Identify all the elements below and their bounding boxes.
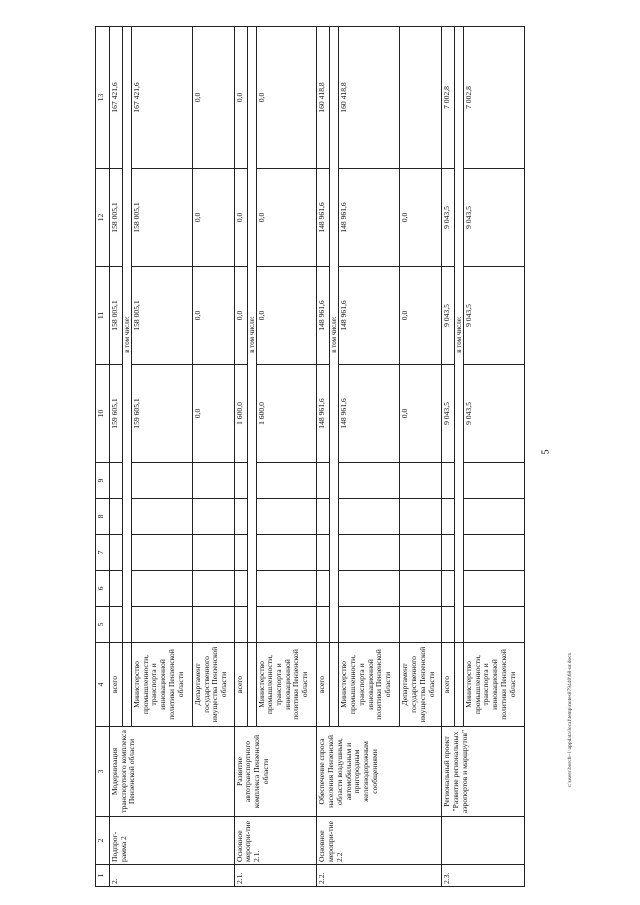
- value-cell: 0,0: [192, 267, 234, 365]
- in-that-number: в том числе:: [247, 27, 256, 643]
- row-name: Модернизация транспортного комплекса Пензенской области: [110, 727, 235, 817]
- col-header: 5: [96, 607, 110, 643]
- value-cell: 0,0: [400, 267, 442, 365]
- value-cell: 0,0: [400, 169, 442, 267]
- value-cell: 167 421,6: [110, 27, 123, 169]
- value-cell: [400, 27, 442, 169]
- executor-label: Департамент государственного имущества Пензенской области: [192, 643, 234, 727]
- table-row: [110, 27, 123, 887]
- value-cell: 1 600,0: [234, 365, 247, 463]
- row-number: 2.: [110, 865, 235, 887]
- table-row: [317, 27, 330, 887]
- value-cell: 158 005,1: [110, 169, 123, 267]
- value-cell: 0,0: [234, 27, 247, 169]
- col-header: 13: [96, 27, 110, 169]
- value-cell: 0,0: [256, 169, 317, 267]
- col-header: 10: [96, 365, 110, 463]
- row-number: 2.3.: [442, 865, 525, 887]
- executor-label: Министерство промышленности, транспорта и инновационной политики Пензенской области: [131, 643, 192, 727]
- col-header: 8: [96, 499, 110, 535]
- col-header: 12: [96, 169, 110, 267]
- executor-label: Министерство промышленности, транспорта и инновационной политики Пензенской области: [256, 643, 317, 727]
- value-cell: 158 005,1: [131, 267, 192, 365]
- value-cell: 148 961,6: [339, 267, 400, 365]
- value-cell: 0,0: [256, 27, 317, 169]
- value-cell: 0,0: [400, 365, 442, 463]
- col-header: 2: [96, 817, 110, 865]
- in-that-number: в том числе:: [330, 27, 339, 643]
- total-label: всего: [442, 643, 455, 727]
- header-row: [96, 27, 110, 887]
- col-header: 9: [96, 463, 110, 499]
- in-that-number: в том числе:: [122, 27, 131, 643]
- file-path: c:\users\borch~1\appdata\local\temp\notes879440\68-ur.docx: [567, 652, 573, 788]
- executor-label: Министерство промышленности, транспорта и инновационной политики Пензенской области: [339, 643, 400, 727]
- table-row: [442, 27, 455, 887]
- value-cell: 7 002,8: [442, 27, 455, 169]
- value-cell: 0,0: [256, 267, 317, 365]
- budget-table: [95, 26, 525, 887]
- row-type: Подпрог-рамма 2: [110, 817, 235, 865]
- row-type: Основное меропри-тие 2.1.: [234, 817, 317, 865]
- row-type: Основное меропри-тие 2.2: [317, 817, 442, 865]
- page-number: 5: [540, 449, 552, 455]
- value-cell: 148 961,6: [317, 267, 330, 365]
- row-name: Региональный проект "Развитие региональных аэропортов и маршрутов": [442, 727, 525, 817]
- row-type: [442, 817, 525, 865]
- in-that-number: в том числе:: [454, 27, 463, 643]
- value-cell: 159 605,1: [110, 365, 123, 463]
- value-cell: 0,0: [192, 27, 234, 169]
- value-cell: 167 421,6: [131, 27, 192, 169]
- rotated-table-container: [95, 27, 525, 887]
- value-cell: 0,0: [234, 169, 247, 267]
- value-cell: 148 961,6: [339, 169, 400, 267]
- row-number: 2.1.: [234, 865, 317, 887]
- value-cell: 9 043,5: [442, 365, 455, 463]
- executor-label: Департамент государственного имущества Пензенской области: [400, 643, 442, 727]
- value-cell: 160 418,8: [339, 27, 400, 169]
- value-cell: 0,0: [192, 169, 234, 267]
- table-row: [234, 27, 247, 887]
- value-cell: 0,0: [234, 267, 247, 365]
- value-cell: 9 043,5: [464, 365, 525, 463]
- total-label: всего: [234, 643, 247, 727]
- value-cell: 9 043,5: [464, 267, 525, 365]
- total-label: всего: [110, 643, 123, 727]
- value-cell: 148 961,6: [317, 365, 330, 463]
- value-cell: 0,0: [192, 365, 234, 463]
- value-cell: 148 961,6: [339, 365, 400, 463]
- value-cell: 158 005,1: [131, 169, 192, 267]
- value-cell: 159 605,1: [131, 365, 192, 463]
- value-cell: 7 002,8: [464, 27, 525, 169]
- col-header: 7: [96, 535, 110, 571]
- col-header: 6: [96, 571, 110, 607]
- value-cell: 158 005,1: [110, 267, 123, 365]
- value-cell: 160 418,8: [317, 27, 330, 169]
- row-number: 2.2.: [317, 865, 442, 887]
- col-header: 3: [96, 727, 110, 817]
- value-cell: 9 043,5: [464, 169, 525, 267]
- total-label: всего: [317, 643, 330, 727]
- col-header: 11: [96, 267, 110, 365]
- value-cell: 9 043,5: [442, 169, 455, 267]
- value-cell: 9 043,5: [442, 267, 455, 365]
- row-name: Развитие автотранспортного комплекса Пензенской области: [234, 727, 317, 817]
- row-name: Обеспечение спроса населения Пензенской области воздушным, автомобильным и пригородным железнодорожным сообщениями: [317, 727, 442, 817]
- value-cell: 1 600,0: [256, 365, 317, 463]
- executor-label: Министерство промышленности, транспорта и инновационной политики Пензенской области: [464, 643, 525, 727]
- col-header: 4: [96, 643, 110, 727]
- value-cell: 148 961,6: [317, 169, 330, 267]
- col-header: 1: [96, 865, 110, 887]
